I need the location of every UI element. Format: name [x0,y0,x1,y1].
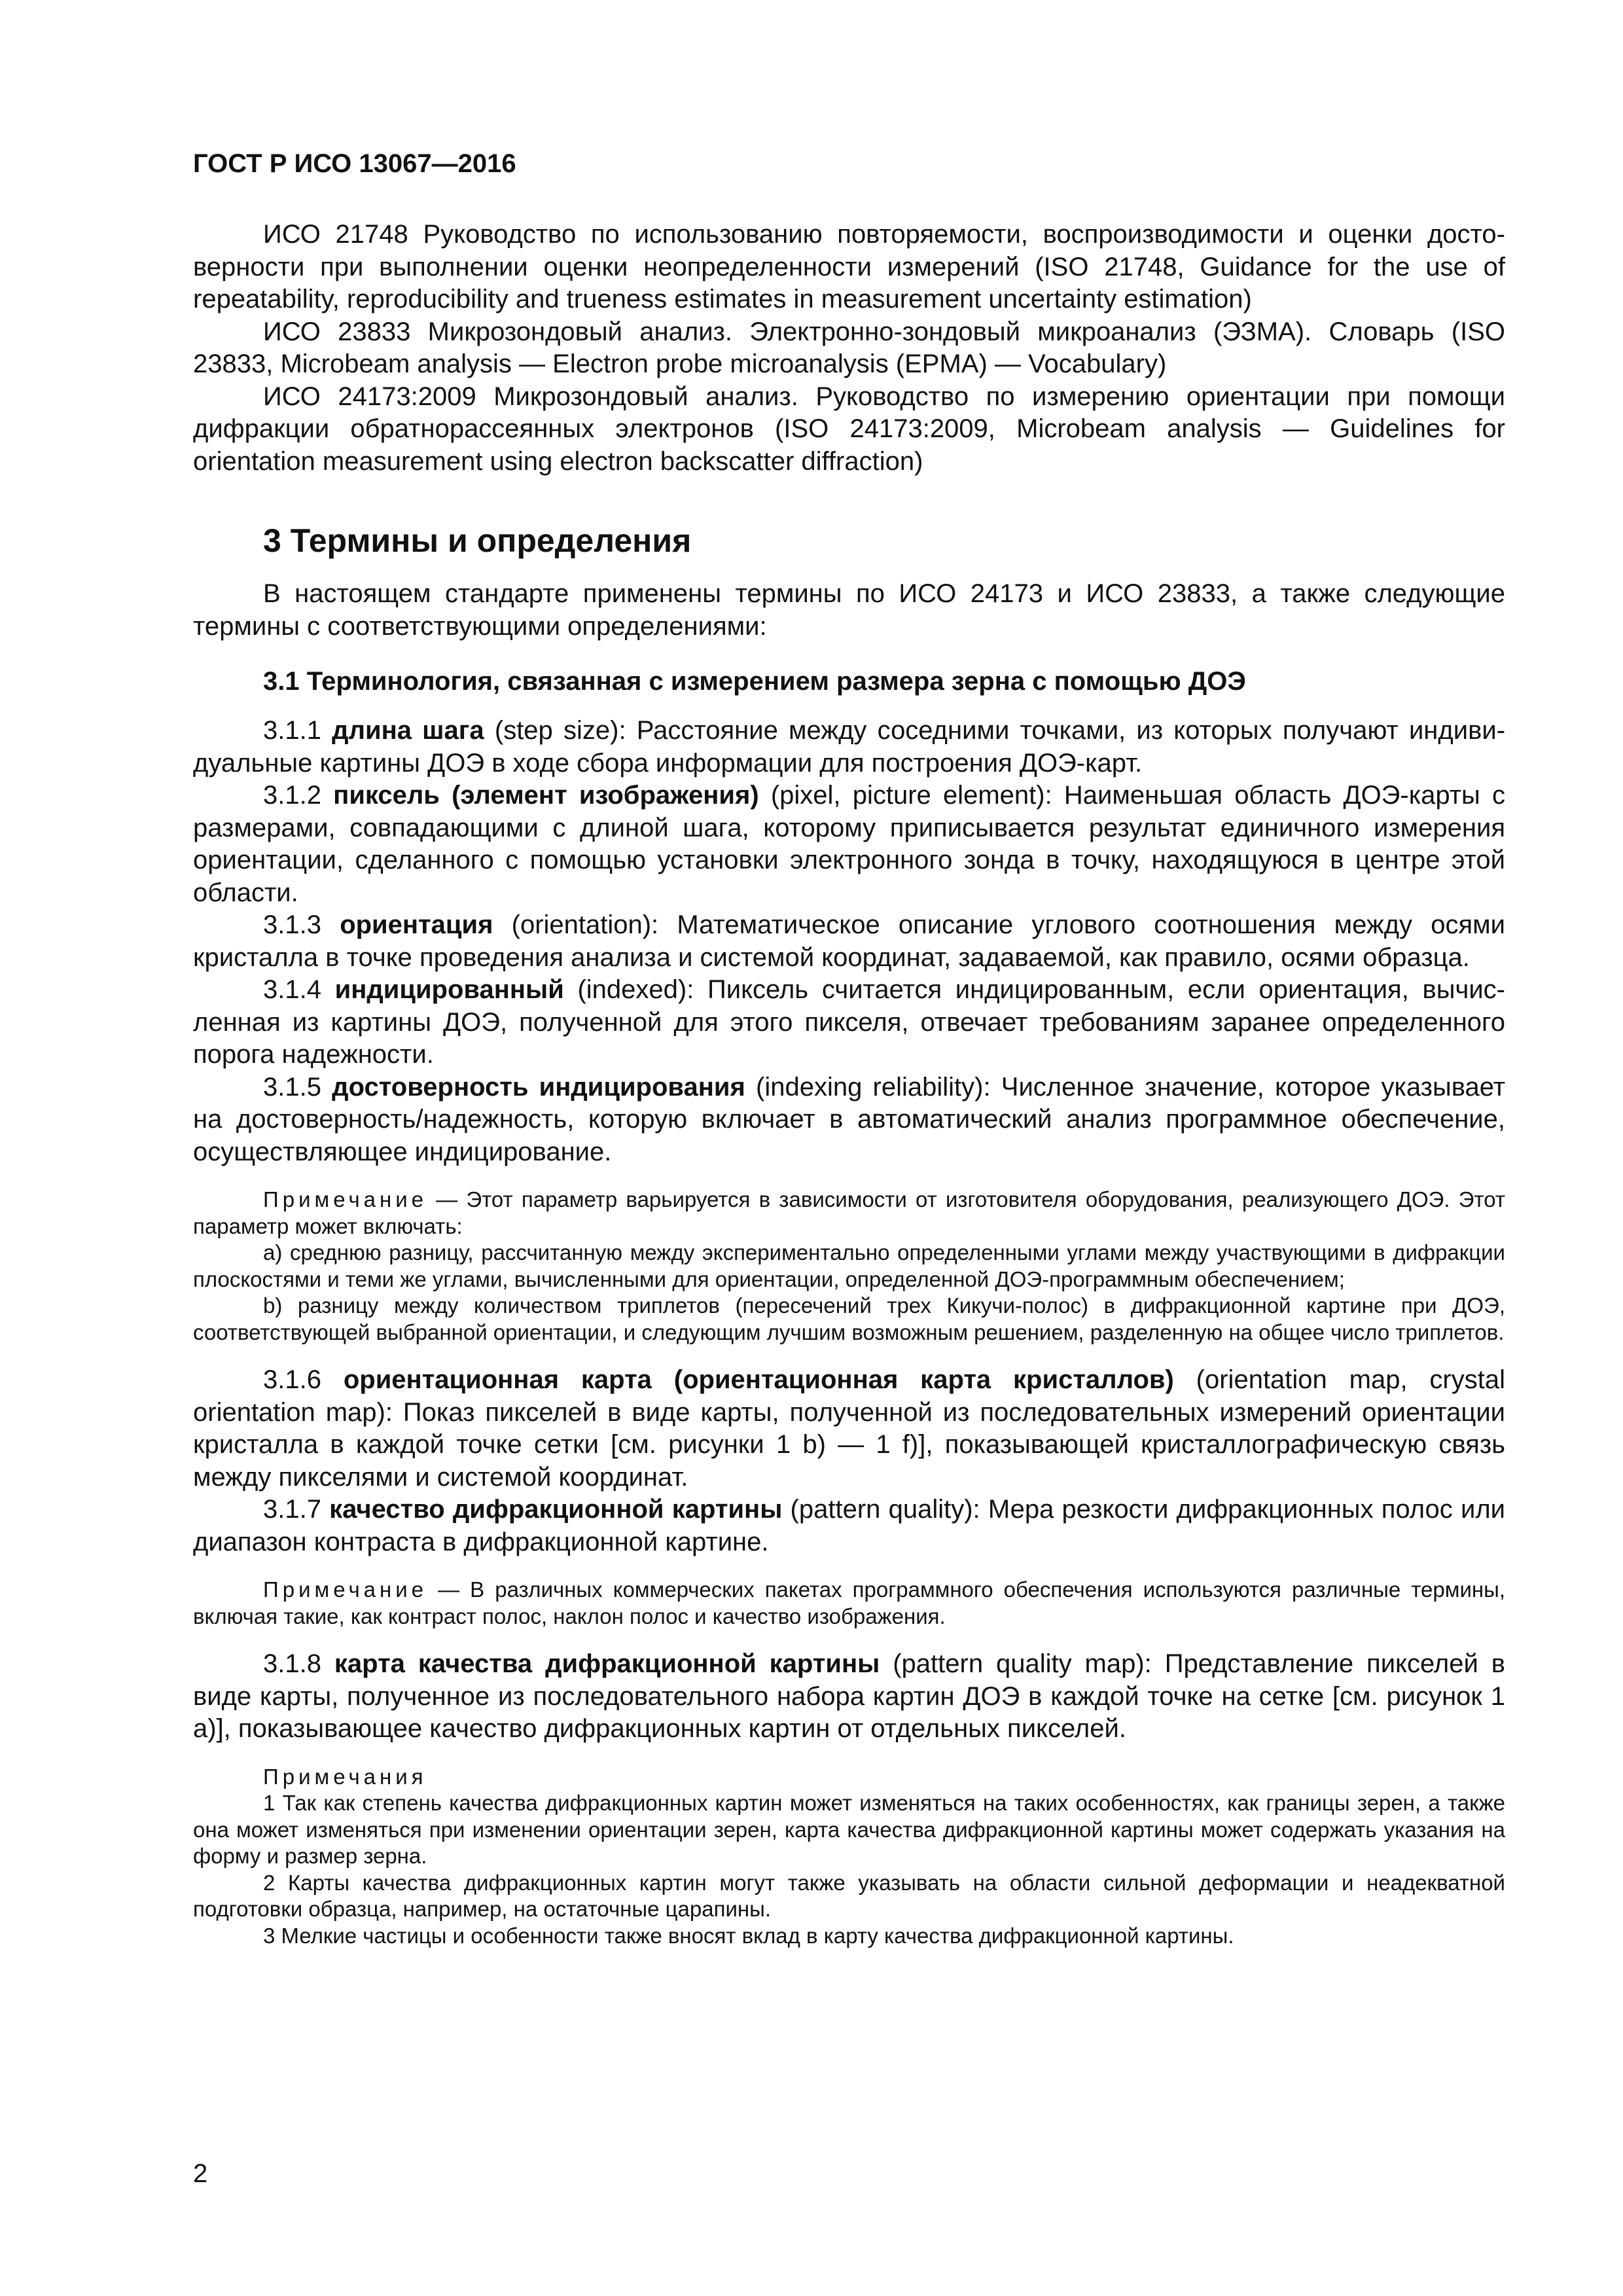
note-text: Примечание — В различных коммерческих пакетах программного обеспечения используются различные термины, включая такие, как контраст полос, наклон полос и качество изображения. [193,1577,1505,1628]
note-3-1-7 [193,1577,1505,1630]
document-header: ГОСТ Р ИСО 13067—2016 [193,149,516,178]
term-3-1-5: 3.1.5 достоверность индицирования (indexing reliability): Численное значение, которое указывает на достоверность/надежность, которую включает в автоматический анализ программное обеспечение, осуществляющее индицирование. [193,1072,1506,1166]
term-name: пиксель (элемент изображения) [333,781,759,810]
note-label: Примечание [263,1187,428,1211]
note-3-1-5 [193,1187,1505,1346]
term-name: достоверность индицирования [332,1072,745,1102]
term-name: индицированный [334,975,564,1004]
term-name: ориентационная карта (ориентационная карта кристаллов) [343,1365,1174,1394]
note-item-3: 3 Мелкие частицы и особенности также вносят вклад в карту качества дифракционной картины. [263,1923,1234,1948]
note-text: Примечание — Этот параметр варьируется в зависимости от изготовителя оборудования, реализующего ДОЭ. Этот параметр может включать: [193,1187,1505,1238]
reference-iso-21748: ИСО 21748 Руководство по использованию повторяемости, воспроизводимости и оценки достоверности при выполнении оценки неопределенности измерений (ISO 21748, Guidance for the use of repeatability, reproducibility and trueness estimates in measurement uncertainty estimation) [193,220,1505,314]
term-3-1-7: 3.1.7 качество дифракционной картины (pattern quality): Мера резкости дифракционных полос или диапазон контраста в дифракционной картине. [193,1495,1505,1556]
section-heading: 3 Термины и определения [263,522,692,559]
note-item-2: 2 Карты качества дифракционных картин могут также указывать на области сильной деформации и неадекватной подготовки образца, например, на остаточные царапины. [193,1870,1505,1921]
document-page [193,145,1505,1967]
term-3-1-8: 3.1.8 карта качества дифракционной картины (pattern quality map): Представление пикселей в виде карты, полученное из последовательного набора картин ДОЭ в каждой точке на сетке [см. рисунок 1 а)], показывающее качество дифракционных картин от отдельных пикселей. [193,1649,1506,1743]
note-item-1: 1 Так как степень качества дифракционных картин может изменяться на таких особенностях, как границы зерен, а также она может изменяться при изменении ориентации зерен, карта качества дифракционной картины может содержать указания на форму и размер зерна. [193,1791,1505,1868]
notes-label: Примечания [263,1764,427,1789]
reference-iso-23833: ИСО 23833 Микрозондовый анализ. Электронно-зондовый микроанализ (ЭЗМА). Словарь (ISO 23833, Microbeam analysis — Electron probe microanalysis (EPMA) — Vocabulary) [193,317,1505,378]
term-3-1-6: 3.1.6 ориентационная карта (ориентационная карта кристаллов) (orientation map, crystal orientation map): Показ пикселей в виде карты, полученной из последовательных измерений ориентации кристалла в каждой точке сетки [см. рисунки 1 b) — 1 f)], показывающей кристаллографическую связь между пикселями и системой координат. [193,1365,1505,1492]
section-intro: В настоящем стандарте применены термины по ИСО 24173 и ИСО 23833, а также следующие термины с соответствующими определениями: [193,579,1505,641]
term-3-1-4: 3.1.4 индицированный (indexed): Пиксель считается индицированным, если ориентация, вычисленная из картины ДОЭ, полученной для этого пикселя, отвечает требованиям заранее определенного порога надежности. [193,975,1505,1069]
term-name: ориентация [340,910,493,939]
notes-3-1-8 [193,1764,1505,1950]
subsection-heading: 3.1 Терминология, связанная с измерением размера зерна с помощью ДОЭ [263,667,1246,696]
term-name: карта качества дифракционной картины [334,1649,880,1678]
note-item-a: а) среднюю разницу, рассчитанную между экспериментально определенными углами между участвующими в дифракции плоскостями и теми же углами, вычисленными для ориентации, определенной ДОЭ-программным обеспечением; [193,1240,1505,1291]
note-item-b: b) разницу между количеством триплетов (пересечений трех Кикучи-полос) в дифракционной картине при ДОЭ, соответствующей выбранной ориентации, и следующим лучшим возможным решением, разделенную на общее число триплетов. [193,1293,1505,1344]
term-name: длина шага [332,716,484,745]
term-3-1-2: 3.1.2 пиксель (элемент изображения) (pixel, picture element): Наименьшая область ДОЭ-карты с размерами, совпадающими с длиной шага, которому приписывается результат единичного измерения ориентации, сделанного с помощью установки электронного зонда в точку, находящуюся в центре этой области. [193,781,1505,907]
term-3-1-3: 3.1.3 ориентация (orientation): Математическое описание углового соотношения между осями кристалла в точке проведения анализа и системой координат, задаваемой, как правило, осями образца. [193,910,1506,972]
page-number: 2 [193,2159,208,2188]
note-label: Примечание [263,1577,428,1602]
term-name: качество дифракционной картины [329,1495,783,1524]
reference-iso-24173: ИСО 24173:2009 Микрозондовый анализ. Руководство по измерению ориентации при помощи дифракции обратнорассеянных электронов (ISO 24173:2009, Microbeam analysis — Guidelines for orientation measurement using electron backscatter diffraction) [193,382,1505,476]
term-3-1-1: 3.1.1 длина шага (step size): Расстояние между соседними точками, из которых получают индивидуальные картины ДОЭ в ходе сбора информации для построения ДОЭ-карт. [193,716,1506,778]
